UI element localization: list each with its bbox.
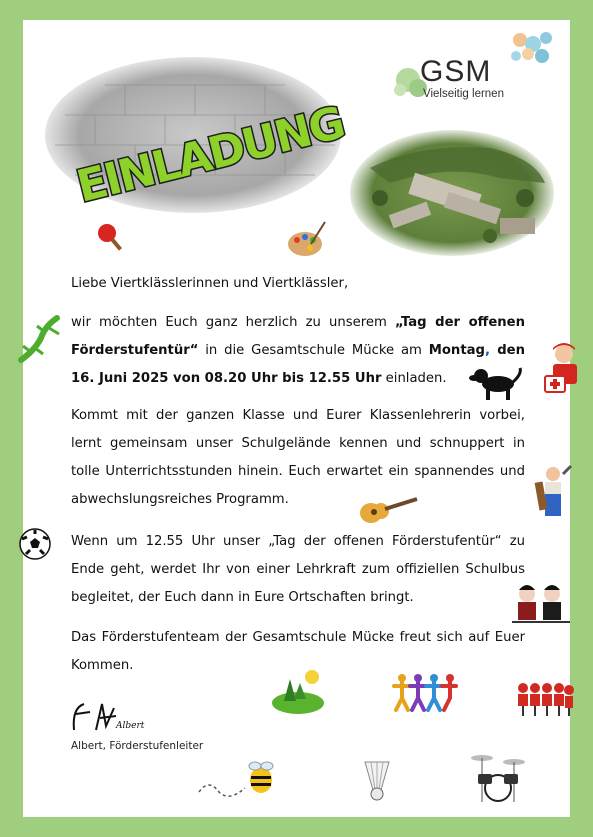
shuttlecock-icon	[357, 758, 397, 804]
soccer-ball-icon	[18, 527, 52, 561]
paragraph-invitation: wir möchten Euch ganz herzlich zu unserem „Tag der offenen Förderstufentür“ in die Gesamtschule Mücke am Montag, den 16. Juni 2025 von 08.20 Uhr bis 12.55 Uhr einladen.	[71, 315, 525, 386]
paragraph-program: Kommt mit der ganzen Klasse und Eurer Klassenlehrerin vorbei, lernt gemeinsam unser Schulgelände kennen und schnuppert in tolle Unterrichtsstunden hinein. Euch erwartet ein spannendes und abwechslungsreiches Programm.	[71, 408, 525, 507]
lizard-icon	[15, 312, 65, 364]
event-date-time: den 16. Juni 2025 von 08.20 Uhr bis 12.55 Uhr	[71, 343, 525, 386]
graffiti-title: EINLADUNG	[71, 97, 349, 213]
signature-script: Albert	[116, 721, 145, 731]
choir-icon	[515, 680, 575, 718]
school-aerial-photo	[350, 128, 555, 258]
gsm-logo-tagline: Vielseitig lernen	[423, 88, 504, 100]
signature-name: Albert, Förderstufenleiter	[71, 740, 204, 752]
drum-kit-icon	[468, 752, 528, 806]
first-aid-icon	[543, 340, 583, 398]
paint-palette-icon	[285, 218, 330, 260]
paragraph-bus: Wenn um 12.55 Uhr unser „Tag der offenen Förderstufentür“ zu Ende geht, werdet Ihr von einer Lehrkraft zum offiziellen Schulbus begleitet, der Euch dann in Eure Ortschaften bringt.	[71, 534, 525, 605]
event-day: Montag	[428, 343, 485, 358]
bee-icon	[195, 758, 277, 804]
signature-mark	[70, 700, 145, 736]
salutation: Liebe Viertklässlerinnen und Viertklässler,	[71, 276, 349, 291]
paragraph-closing: Das Förderstufenteam der Gesamtschule Mücke freut sich auf Euer Kommen.	[71, 630, 525, 673]
table-tennis-icon	[95, 222, 129, 252]
graffiti-banner	[45, 55, 349, 215]
event-name: „Tag der offenen Förderstufentür“	[71, 315, 525, 358]
gsm-logo-name: GSM	[420, 55, 492, 88]
craftsman-icon	[535, 464, 575, 524]
